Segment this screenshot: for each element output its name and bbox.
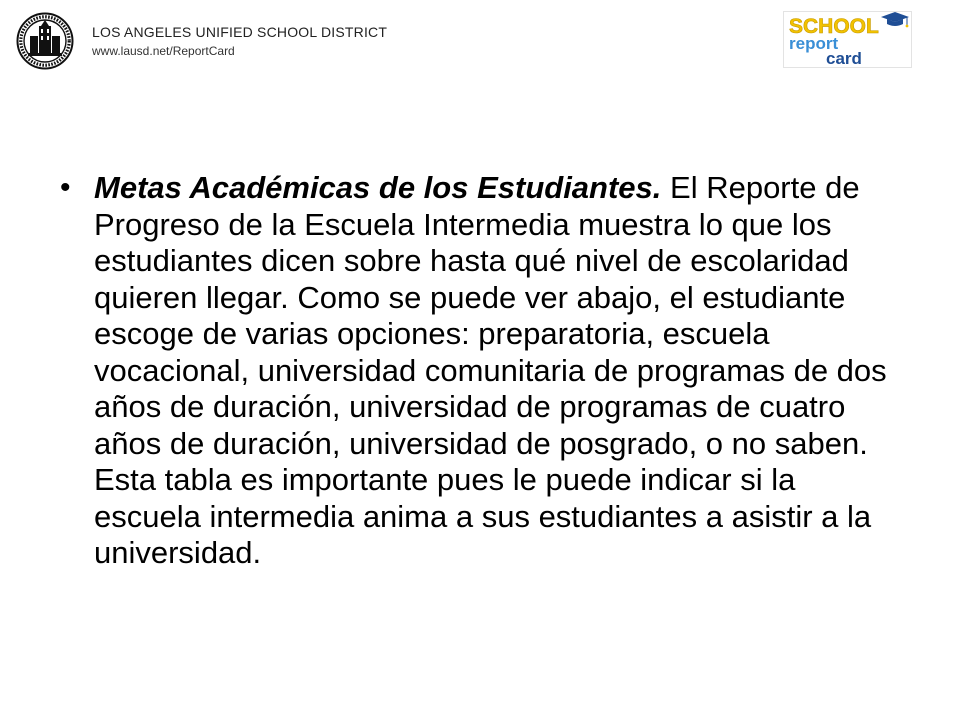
logo-card-text: card <box>826 49 862 68</box>
district-name: LOS ANGELES UNIFIED SCHOOL DISTRICT <box>92 24 388 40</box>
district-seal-icon <box>16 12 74 70</box>
bullet-text: El Reporte de Progreso de la Escuela Intermedia muestra lo que los estudiantes dicen sobre hasta qué nivel de escolaridad quieren llegar. Como se puede ver abajo, el estudiante escoge de varias opciones: preparatoria, escuela vocacional, universidad comunitaria de programas de dos años de duración, universidad de programas de cuatro años de duración, universidad de posgrado, o no saben. Esta tabla es importante pues le puede indicar si la escuela intermedia anima a sus estudiantes a asistir a la universidad. <box>94 170 887 570</box>
school-report-card-logo <box>783 11 912 68</box>
main-content <box>60 170 910 572</box>
header <box>92 24 387 58</box>
logo-school-text: SCHOOL <box>789 15 879 38</box>
bullet-heading: Metas Académicas de los Estudiantes. <box>94 170 662 205</box>
bullet-icon: • <box>60 171 71 204</box>
logo-report-text: report <box>789 34 839 53</box>
district-url[interactable]: www.lausd.net/ReportCard <box>92 44 235 58</box>
bullet-item <box>60 170 910 572</box>
